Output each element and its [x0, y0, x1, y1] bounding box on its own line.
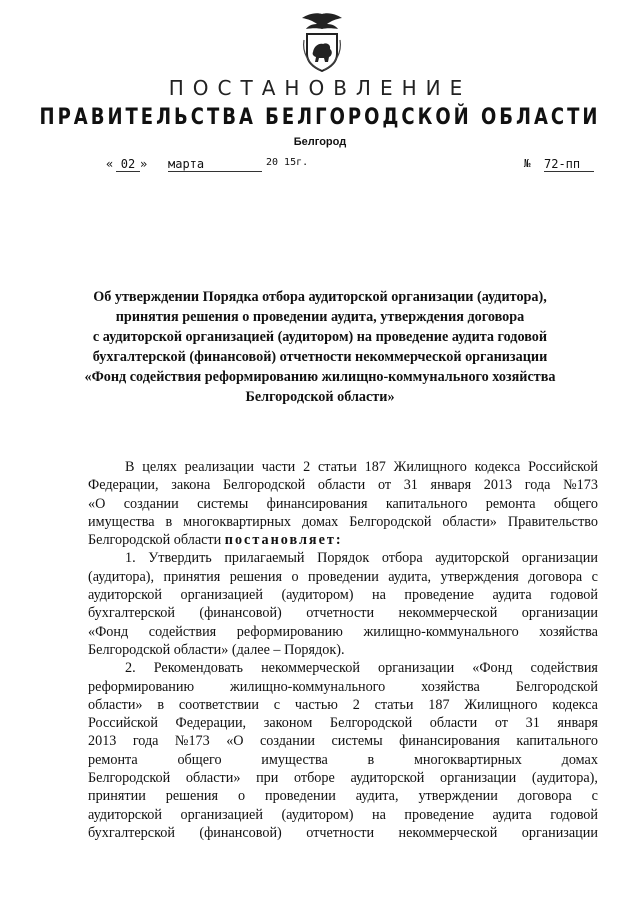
- word: некоммерческой: [398, 824, 498, 841]
- date-month: марта: [168, 157, 262, 172]
- word: организации: [521, 605, 598, 622]
- word: Белгородской: [329, 715, 413, 732]
- word: годовой: [550, 587, 598, 604]
- word: законом: [263, 715, 313, 732]
- word: ремонта: [88, 751, 138, 768]
- body-line: [88, 549, 598, 567]
- date-open-quote: «: [106, 157, 114, 171]
- word: 31: [525, 715, 540, 732]
- word: аудиторской: [88, 587, 162, 604]
- word: организации: [440, 770, 517, 787]
- word: года: [524, 477, 551, 494]
- word: 187: [364, 459, 386, 475]
- word: домах: [561, 751, 598, 768]
- body-line: Белгородской области» (далее – Порядок).: [88, 641, 345, 658]
- word: аудита: [492, 806, 532, 823]
- word: создании: [259, 733, 316, 750]
- word: домах: [301, 513, 339, 530]
- word: с: [591, 568, 598, 585]
- word: аудита: [492, 587, 532, 604]
- coat-of-arms-emblem: [300, 10, 344, 72]
- word: жилищно-коммунального: [229, 678, 386, 695]
- word: Белгородской: [88, 770, 171, 787]
- word: Жилищного: [464, 696, 538, 713]
- word: утверждении: [418, 788, 498, 805]
- word: хозяйства: [421, 678, 480, 695]
- word: Белгородской: [349, 513, 432, 530]
- word: отборе: [293, 770, 335, 787]
- word: принятии: [88, 788, 146, 805]
- word: (аудитора),: [531, 770, 598, 787]
- word: Правительство: [507, 513, 598, 530]
- word: Утвердить: [148, 550, 212, 567]
- word: 2013: [88, 733, 117, 750]
- word: договора: [528, 568, 583, 585]
- word: отчетности: [306, 824, 375, 841]
- body-line: [88, 623, 598, 641]
- word: капитального: [385, 495, 468, 512]
- word: года: [132, 733, 159, 750]
- word: о: [291, 568, 299, 585]
- word: кодекса: [474, 459, 521, 475]
- word: 1.: [125, 550, 136, 567]
- word: от: [377, 477, 392, 494]
- word: 2.: [125, 660, 136, 677]
- word: реализации: [184, 459, 254, 475]
- word: (финансовой): [199, 824, 282, 841]
- word: прилагаемый: [224, 550, 305, 567]
- word: области: [317, 477, 366, 494]
- word: аудиторской: [350, 770, 425, 787]
- word: в: [165, 513, 173, 530]
- word: принятия: [163, 568, 221, 585]
- word: (финансовой): [199, 605, 282, 622]
- word: проведении: [264, 788, 336, 805]
- body-line: [88, 659, 598, 677]
- word: некоммерческой: [261, 660, 360, 677]
- word: соответствии: [178, 696, 259, 713]
- word: хозяйства: [539, 623, 598, 640]
- body-line: [88, 787, 598, 805]
- word: организацией: [180, 587, 263, 604]
- heading-line: Об утверждении Порядка отбора аудиторской организации (аудитора),: [93, 289, 547, 305]
- word: Белгородской: [515, 678, 598, 695]
- word: реформированию: [236, 623, 343, 640]
- word: Порядок: [317, 550, 370, 567]
- heading-line: Белгородской области»: [245, 389, 395, 405]
- word: системы: [331, 733, 383, 750]
- word: ремонта: [485, 495, 536, 512]
- word: капитального: [516, 733, 598, 750]
- body-line: [88, 751, 598, 769]
- word: общего: [177, 751, 222, 768]
- word: решения: [229, 568, 283, 585]
- word: финансирования: [266, 495, 368, 512]
- decree-word: постановляет:: [224, 532, 343, 549]
- word: в: [367, 751, 375, 768]
- emblem-eagle: [302, 13, 342, 29]
- word: годовой: [550, 806, 598, 823]
- word: на: [372, 587, 386, 604]
- word: «Фонд: [88, 623, 129, 640]
- word: «О: [226, 733, 244, 750]
- word: части: [261, 459, 296, 475]
- word: многоквартирных: [183, 513, 292, 530]
- number-label: №: [524, 157, 531, 170]
- body-line: [88, 531, 598, 549]
- word: №173: [563, 477, 598, 494]
- word: отбора: [381, 550, 423, 567]
- word: на: [372, 806, 386, 823]
- word: Российской: [88, 715, 158, 732]
- document-body: [88, 458, 598, 842]
- word: Жилищного: [393, 459, 467, 475]
- word: закона: [171, 477, 211, 494]
- heading-line: принятия решения о проведении аудита, утверждения договора: [115, 309, 525, 325]
- word: жилищно-коммунального: [363, 623, 519, 640]
- heading-line: бухгалтерской (финансовой) отчетности некоммерческой организации: [92, 349, 548, 365]
- body-line: [88, 696, 598, 714]
- body-line: [88, 824, 598, 842]
- word: проведении: [307, 568, 379, 585]
- heading-line: «Фонд содействия реформированию жилищно-коммунального хозяйства: [84, 369, 556, 385]
- body-line: [88, 604, 598, 622]
- word: аудита,: [388, 568, 432, 585]
- word: «О: [88, 495, 106, 512]
- word: аудита,: [355, 788, 399, 805]
- body-line: [88, 586, 598, 604]
- date-close-quote: »: [140, 157, 148, 171]
- body-line: [88, 678, 598, 696]
- word: 31: [403, 477, 418, 494]
- word: Рекомендовать: [153, 660, 244, 677]
- word: при: [256, 770, 279, 787]
- word: января: [430, 477, 472, 494]
- word: бухгалтерской: [88, 824, 175, 841]
- word: общего: [553, 495, 598, 512]
- word: финансирования: [399, 733, 500, 750]
- date-day: 02: [116, 157, 140, 172]
- word: области»: [442, 513, 497, 530]
- word: области: [429, 715, 478, 732]
- word: (аудитора),: [88, 568, 155, 585]
- word: проведение: [404, 806, 474, 823]
- body-line: [88, 714, 598, 732]
- word: утверждения: [440, 568, 519, 585]
- body-line: [88, 769, 598, 787]
- word: кодекса: [552, 696, 598, 713]
- body-line: [88, 458, 598, 476]
- word: 2013: [483, 477, 513, 494]
- word: целях: [142, 459, 177, 475]
- word: системы: [197, 495, 249, 512]
- word: В: [125, 459, 135, 475]
- word: организацией: [180, 806, 263, 823]
- document-title: ПОСТАНОВЛЕНИЕ: [168, 76, 472, 100]
- word: аудиторской: [435, 550, 510, 567]
- word: в: [157, 696, 165, 713]
- word: 2: [303, 459, 311, 475]
- word: Федерации,: [88, 477, 159, 494]
- word: с: [273, 696, 281, 713]
- word: от: [494, 715, 508, 732]
- word: №173: [174, 733, 210, 750]
- word: 187: [428, 696, 450, 713]
- word: содействия: [530, 660, 598, 677]
- issuer-title: ПРАВИТЕЛЬСТВА БЕЛГОРОДСКОЙ ОБЛАСТИ: [39, 104, 601, 131]
- document-heading: [60, 287, 580, 407]
- word: аудиторской: [88, 806, 162, 823]
- word: организации: [378, 660, 455, 677]
- word: статьи: [374, 696, 414, 713]
- city-name: Белгород: [293, 136, 347, 148]
- word: (аудитором): [281, 806, 354, 823]
- body-line: [88, 568, 598, 586]
- word: многоквартирных: [413, 751, 522, 768]
- word: Российской: [528, 459, 598, 475]
- preamble-last-text: Белгородской области: [88, 532, 225, 549]
- word: Федерации,: [175, 715, 247, 732]
- word: о: [237, 788, 246, 805]
- word: января: [557, 715, 598, 732]
- body-line: [88, 495, 598, 513]
- word: решения: [165, 788, 219, 805]
- word: имущества: [88, 513, 155, 530]
- word: проведение: [404, 587, 474, 604]
- body-line: [88, 476, 598, 494]
- word: с: [591, 788, 598, 805]
- word: организации: [521, 824, 598, 841]
- word: создании: [123, 495, 179, 512]
- word: статьи: [317, 459, 357, 475]
- word: 2: [352, 696, 360, 713]
- document-number: 72-пп: [544, 157, 594, 172]
- word: частью: [294, 696, 338, 713]
- word: реформированию: [88, 678, 195, 695]
- word: области»: [185, 770, 241, 787]
- emblem-lion: [313, 43, 332, 62]
- word: имущества: [261, 751, 328, 768]
- word: «Фонд: [472, 660, 513, 677]
- heading-line: с аудиторской организацией (аудитором) на проведение аудита годовой: [92, 329, 548, 345]
- word: некоммерческой: [398, 605, 498, 622]
- word: отчетности: [306, 605, 375, 622]
- body-line: [88, 513, 598, 531]
- word: договора: [517, 788, 572, 805]
- word: содействия: [148, 623, 217, 640]
- body-line: [88, 732, 598, 750]
- word: организации: [521, 550, 598, 567]
- body-line: [88, 806, 598, 824]
- date-year: 20 15г.: [266, 157, 309, 168]
- word: области»: [88, 696, 143, 713]
- word: бухгалтерской: [88, 605, 175, 622]
- date-number-line: [96, 157, 596, 177]
- word: Белгородской: [222, 477, 306, 494]
- word: (аудитором): [281, 587, 354, 604]
